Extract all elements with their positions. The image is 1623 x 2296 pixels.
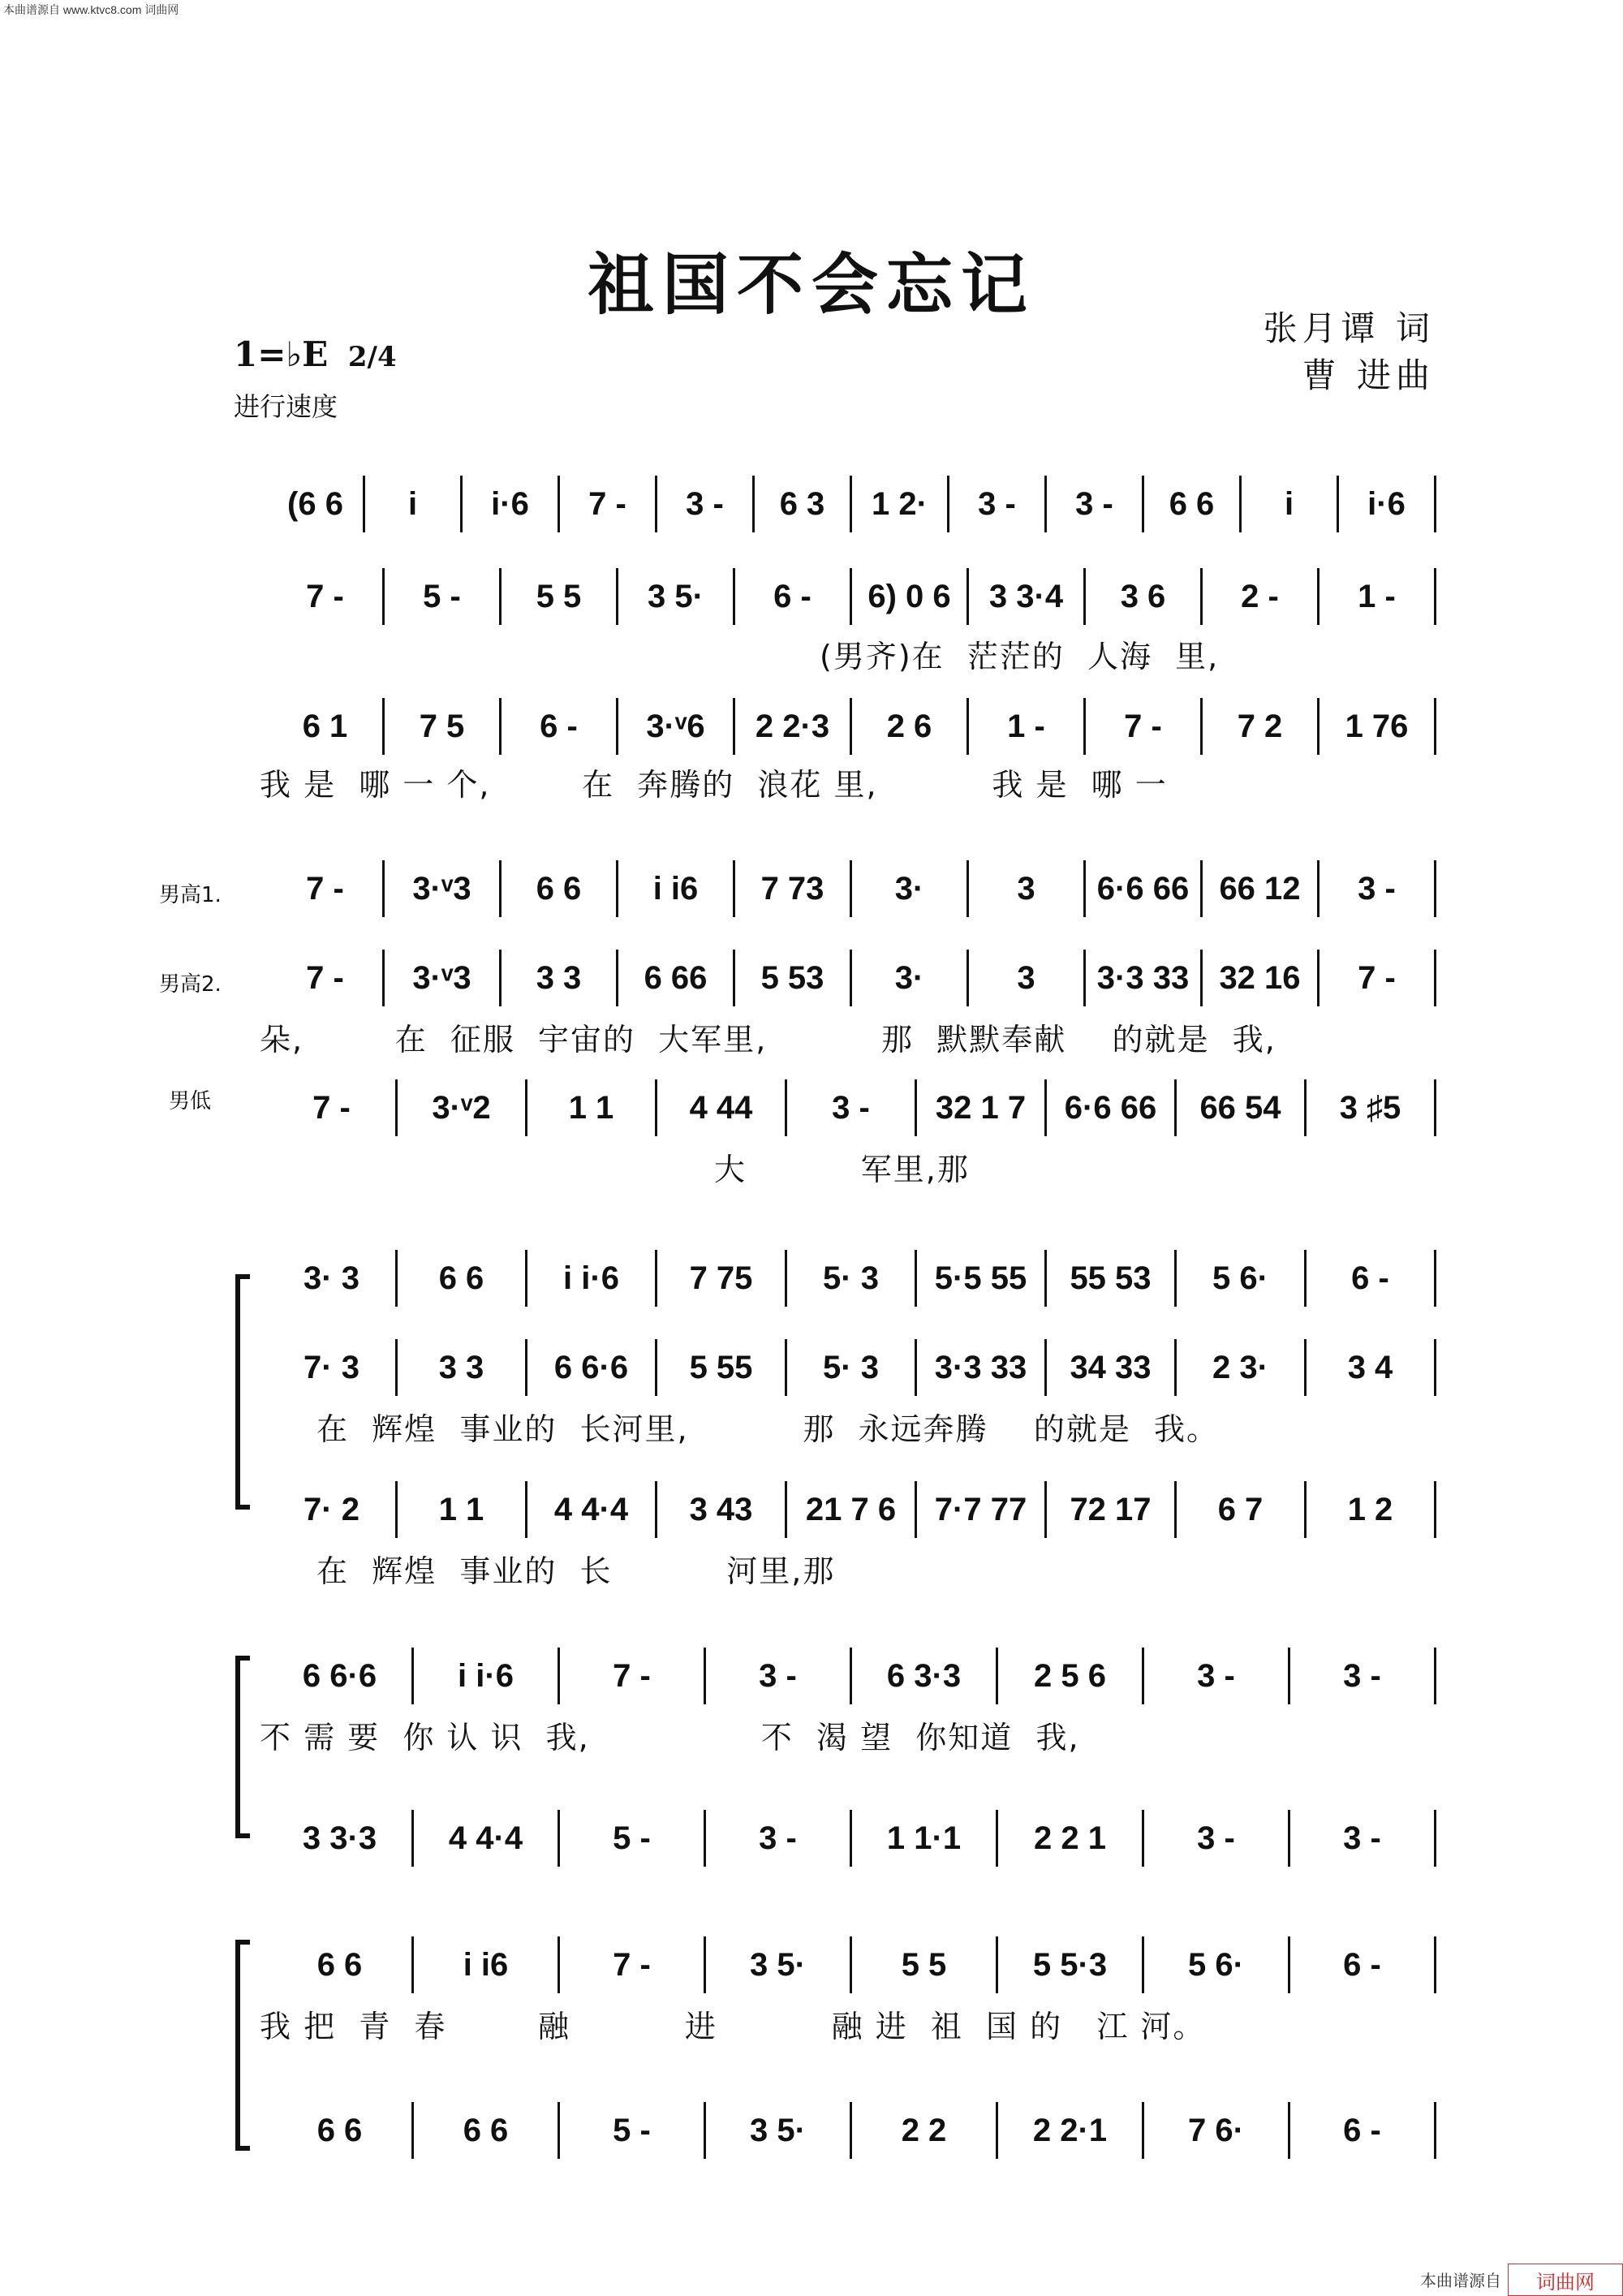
tempo-marking: 进行速度 [234,391,338,422]
measure: 2 2 1 [998,1810,1144,1867]
measure: 7 - [268,860,385,917]
lyric-line: 在 辉煌 事业的 长 河里,那 [316,1553,836,1589]
measure: 7 - [560,1648,706,1704]
measure: 5 6· [1144,1936,1290,1993]
measure: 6 6 [268,2102,414,2159]
measure: 3 ♯5 [1307,1079,1436,1136]
measure: 1 1 [527,1079,657,1136]
voice-label-tenor2: 男高2. [159,972,222,997]
measure: 6 - [502,698,618,755]
measure: 5 5 [852,1936,998,1993]
measure: 3 3 [398,1339,527,1396]
measure: 7 - [560,1936,706,1993]
staff-row-11 [268,1810,1436,1867]
measure: 4 44 [657,1079,787,1136]
measure: i i·6 [527,1250,657,1307]
measure: 7 - [560,476,657,532]
voice-label-tenor1: 男高1. [159,883,222,907]
measure: 4 4·4 [527,1481,657,1538]
measure: 1 - [969,698,1086,755]
measure: 3 - [1290,1648,1436,1704]
measure: 3 - [706,1648,852,1704]
measure: 6 6 [502,860,618,917]
measure: 3·3 33 [917,1339,1047,1396]
measure: 7 - [268,1079,398,1136]
voice-label-bass: 男低 [169,1089,212,1114]
measure: i i6 [618,860,735,917]
measure: 5 - [560,2102,706,2159]
lyric-line: 我 是 哪 一 个, 在 奔腾的 浪花 里, 我 是 哪 一 [260,767,1168,803]
measure: 7 75 [657,1250,787,1307]
measure: 3· 3 [268,1250,398,1307]
measure: 21 7 6 [787,1481,917,1538]
measure: 3 - [657,476,755,532]
staff-row-12 [268,1936,1436,1993]
staff-row-1 [268,476,1436,532]
measure: 7 5 [385,698,502,755]
measure: 1 2 [1307,1481,1436,1538]
measure: 5 55 [657,1339,787,1396]
measure: 3·3 33 [1086,950,1203,1006]
measure: i [1242,476,1339,532]
measure: 5 5·3 [998,1936,1144,1993]
measure: 5· 3 [787,1250,917,1307]
measure: 3 - [1290,1810,1436,1867]
measure: 3 6 [1086,568,1203,625]
measure: 6 3·3 [852,1648,998,1704]
measure: i·6 [463,476,560,532]
key-label: 1=♭E [234,334,329,374]
measure: 2 - [1203,568,1319,625]
measure: 6 - [1290,1936,1436,1993]
lyric-line: 朵, 在 征服 宇宙的 大军里, 那 默默奉献 的就是 我, [260,1022,1276,1058]
time-signature: 2/4 [347,341,397,373]
measure: 3 3 [502,950,618,1006]
measure: 6 6·6 [268,1648,414,1704]
measure: 6 3 [755,476,852,532]
measure: 6 6 [414,2102,560,2159]
measure: 32 1 7 [917,1079,1047,1136]
measure: 6 7 [1177,1481,1307,1538]
measure: 5 6· [1177,1250,1307,1307]
measure: 7· 3 [268,1339,398,1396]
staff-row-9 [268,1481,1436,1538]
measure: 6) 0 6 [852,568,969,625]
measure: 6·6 66 [1047,1079,1177,1136]
system-bracket [235,1274,240,1510]
key-signature [234,334,397,374]
measure: 2 6 [852,698,969,755]
measure: 1 2· [852,476,949,532]
lyric-line: 不 需 要 你 认 识 我, 不 渴 望 你知道 我, [260,1720,1080,1755]
measure: 7·7 77 [917,1481,1047,1538]
measure: (6 6 [268,476,365,532]
system-bracket [235,1940,240,2151]
measure: 6 66 [618,950,735,1006]
measure: 1 1·1 [852,1810,998,1867]
measure: 6 - [1290,2102,1436,2159]
measure: 5 53 [735,950,852,1006]
lyric-line: 在 辉煌 事业的 长河里, 那 永远奔腾 的就是 我。 [316,1411,1219,1447]
footer-site-badge[interactable]: 词曲网 [1508,2264,1623,2296]
measure: 5· 3 [787,1339,917,1396]
measure: i [365,476,463,532]
measure: 7 - [1086,698,1203,755]
measure: 2 2·3 [735,698,852,755]
measure: 3 [969,860,1086,917]
measure: 3 - [1144,1648,1290,1704]
measure: 3 5· [618,568,735,625]
measure: 5 - [560,1810,706,1867]
measure: 7 - [268,950,385,1006]
measure: 7 2 [1203,698,1319,755]
staff-row-7 [268,1250,1436,1307]
measure: 3 3·4 [969,568,1086,625]
measure: 2 3· [1177,1339,1307,1396]
measure: 6·6 66 [1086,860,1203,917]
composer-credit: 曹 进曲 [1302,355,1435,395]
song-title: 祖国不会忘记 [587,246,1035,324]
measure: 3· [852,950,969,1006]
measure: i·6 [1339,476,1436,532]
measure: 7 - [1319,950,1436,1006]
lyric-line: (男齐)在 茫茫的 人海 里, [820,639,1220,674]
measure: 7· 2 [268,1481,398,1538]
measure: 34 33 [1047,1339,1177,1396]
measure: 66 12 [1203,860,1319,917]
measure: 3·ᵛ6 [618,698,735,755]
measure: 3 - [1144,1810,1290,1867]
staff-row-2 [268,568,1436,625]
measure: 4 4·4 [414,1810,560,1867]
measure: 3·ᵛ3 [385,860,502,917]
measure: 6 6 [268,1936,414,1993]
measure: 3· [852,860,969,917]
measure: 3·ᵛ2 [398,1079,527,1136]
measure: 3 43 [657,1481,787,1538]
staff-row-6 [268,1079,1436,1136]
measure: 6 - [735,568,852,625]
measure: 1 76 [1319,698,1436,755]
measure: 3 3·3 [268,1810,414,1867]
measure: 1 1 [398,1481,527,1538]
measure: 3 - [949,476,1047,532]
footer-source: 本曲谱源自 [1420,2272,1501,2290]
measure: i i·6 [414,1648,560,1704]
measure: 2 2 [852,2102,998,2159]
measure: 3 - [1319,860,1436,917]
measure: 2 5 6 [998,1648,1144,1704]
lyricist-credit: 张月谭 词 [1263,308,1435,348]
measure: 6 6·6 [527,1339,657,1396]
measure: 6 - [1307,1250,1436,1307]
measure: 7 73 [735,860,852,917]
measure: 3 [969,950,1086,1006]
measure: 66 54 [1177,1079,1307,1136]
measure: 3 4 [1307,1339,1436,1396]
measure: 55 53 [1047,1250,1177,1307]
measure: 2 2·1 [998,2102,1144,2159]
measure: 6 1 [268,698,385,755]
lyric-line: 我 把 青 春 融 进 融 进 祖 国 的 江 河。 [260,2009,1206,2044]
measure: 6 6 [1144,476,1242,532]
measure: 3 5· [706,2102,852,2159]
measure: 1 - [1319,568,1436,625]
measure: 7 6· [1144,2102,1290,2159]
staff-row-13 [268,2102,1436,2159]
measure: 32 16 [1203,950,1319,1006]
measure: 3·ᵛ3 [385,950,502,1006]
measure: 5 5 [502,568,618,625]
site-header: 本曲谱源自 www.ktvc8.com 词曲网 [3,3,179,16]
measure: 3 - [1047,476,1144,532]
measure: 5·5 55 [917,1250,1047,1307]
staff-row-8 [268,1339,1436,1396]
measure: i i6 [414,1936,560,1993]
staff-row-5 [268,950,1436,1006]
measure: 6 6 [398,1250,527,1307]
measure: 7 - [268,568,385,625]
staff-row-10 [268,1648,1436,1704]
measure: 3 - [787,1079,917,1136]
lyric-line: 大 军里,那 [714,1152,970,1187]
measure: 3 5· [706,1936,852,1993]
measure: 3 - [706,1810,852,1867]
system-bracket [235,1656,240,1838]
measure: 72 17 [1047,1481,1177,1538]
measure: 5 - [385,568,502,625]
staff-row-4 [268,860,1436,917]
staff-row-3 [268,698,1436,755]
